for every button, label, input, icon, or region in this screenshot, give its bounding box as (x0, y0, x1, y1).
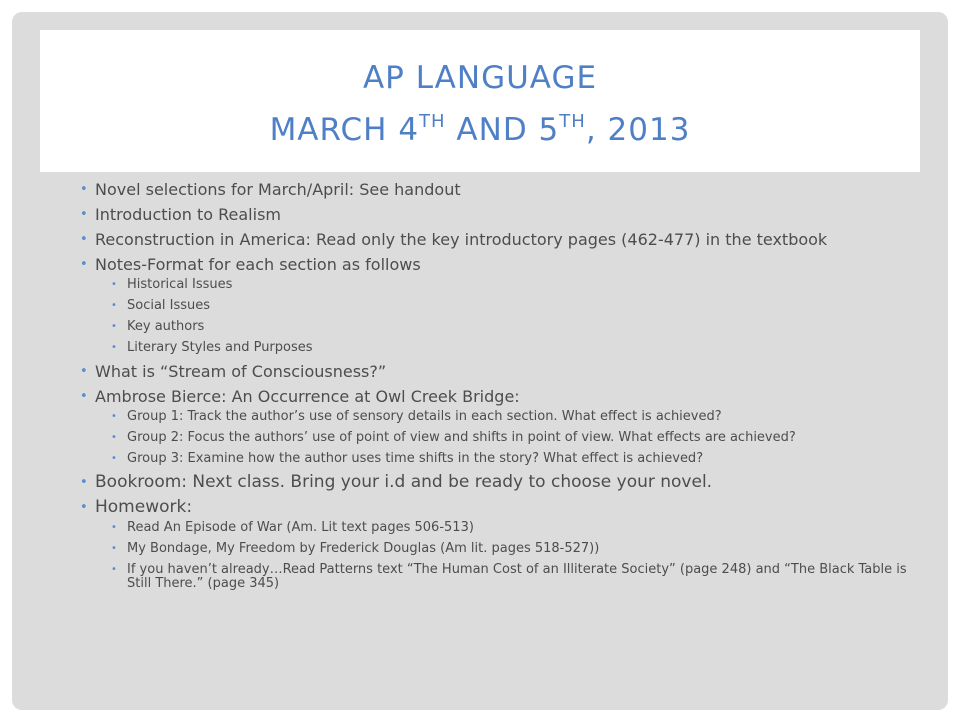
sub-bullet: • Key authors (111, 320, 930, 334)
sub-bullet-homework: • If you haven’t already…Read Patterns text “The Human Cost of an Illiterate Society” (page 248) and “The Black Table is Still There.” (page 345) (111, 563, 930, 591)
sub-bullet: • Social Issues (111, 299, 930, 313)
bullet-reconstruction: • Reconstruction in America: Read only the key introductory pages (462-477) in the textbook (80, 230, 930, 249)
bullet-notes-format (80, 255, 930, 355)
bullet-content (80, 180, 930, 598)
bullet-notes-format-text: Notes-Format for each section as follows (95, 255, 421, 274)
title-superscript-1: TH (419, 111, 446, 132)
bullet-ambrose-bierce-text: Ambrose Bierce: An Occurrence at Owl Creek Bridge: (95, 387, 520, 406)
bullet-realism: • Introduction to Realism (80, 205, 930, 224)
bullet-list (80, 180, 930, 591)
title-superscript-2: TH (559, 111, 586, 132)
bullet-ambrose-bierce (80, 387, 930, 466)
bullet-homework-text: Homework: (95, 497, 193, 517)
homework-sublist (95, 521, 930, 591)
sub-bullet-group-2: • Group 2: Focus the authors’ use of point of view and shifts in point of view. What effects are achieved? (111, 431, 930, 445)
bullet-novel-selections: • Novel selections for March/April: See handout (80, 180, 930, 199)
title-date-suffix: , 2013 (585, 112, 691, 148)
bullet-bookroom: • Bookroom: Next class. Bring your i.d and be ready to choose your novel. (80, 473, 930, 492)
sub-bullet: • Historical Issues (111, 278, 930, 292)
title-date-mid: AND 5 (445, 112, 560, 148)
notes-format-sublist (95, 278, 930, 355)
sub-bullet-homework: • Read An Episode of War (Am. Lit text pages 506-513) (111, 521, 930, 535)
title-date-prefix: MARCH 4 (269, 112, 420, 148)
bullet-homework (80, 498, 930, 591)
slide (12, 12, 948, 710)
title-box (40, 30, 920, 172)
bullet-stream-of-consciousness: • What is “Stream of Consciousness?” (80, 362, 930, 381)
groups-sublist (95, 410, 930, 466)
slide-title-line1: AP LANGUAGE (362, 60, 598, 96)
sub-bullet-group-1: • Group 1: Track the author’s use of sensory details in each section. What effect is achieved? (111, 410, 930, 424)
slide-title-line2 (40, 112, 920, 148)
sub-bullet: • Literary Styles and Purposes (111, 341, 930, 355)
sub-bullet-homework: • My Bondage, My Freedom by Frederick Douglas (Am lit. pages 518-527)) (111, 542, 930, 556)
sub-bullet-group-3: • Group 3: Examine how the author uses time shifts in the story? What effect is achieved? (111, 452, 930, 466)
